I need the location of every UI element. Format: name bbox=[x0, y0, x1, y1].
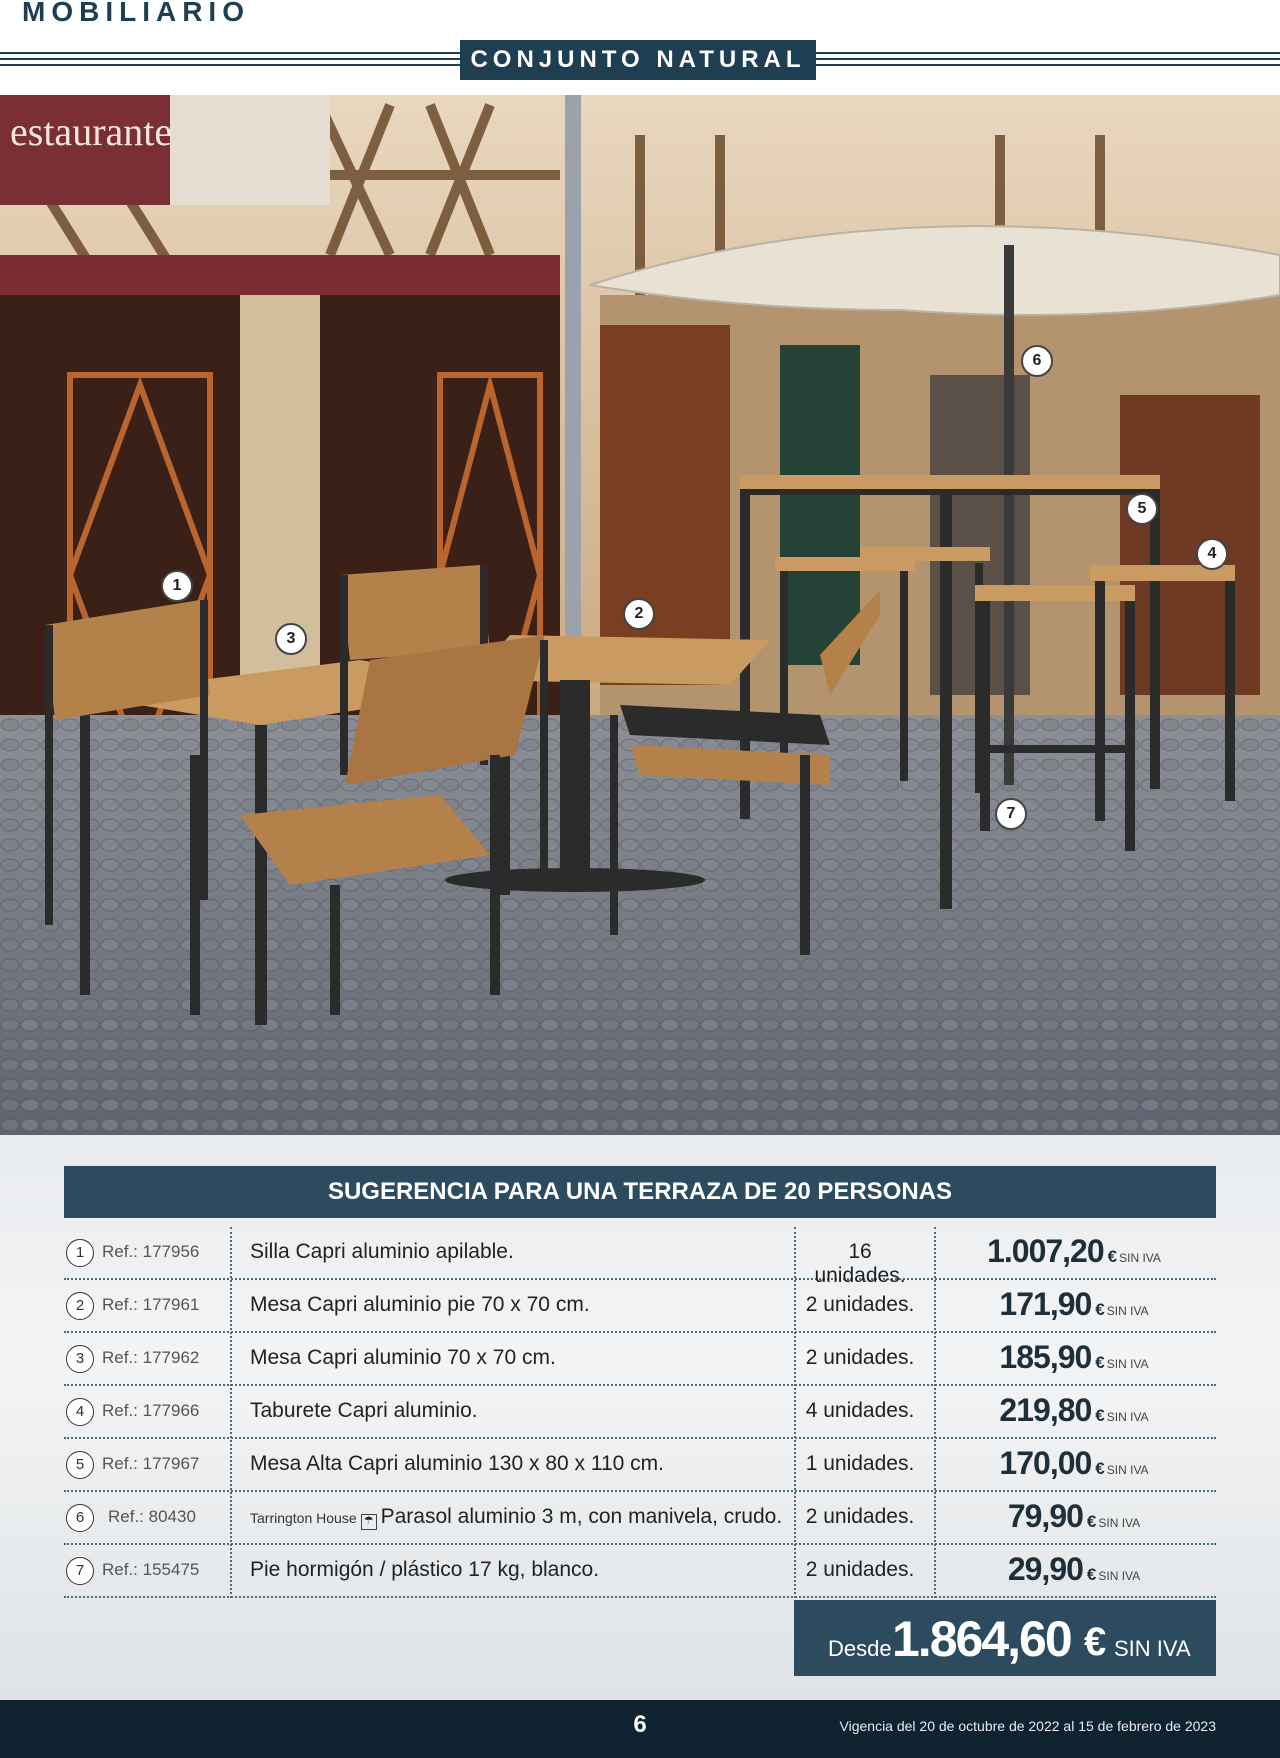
price-amount: 1.007,20 bbox=[987, 1233, 1104, 1269]
item-price bbox=[934, 1339, 1214, 1376]
total-tax-label: SIN IVA bbox=[1114, 1636, 1191, 1661]
price-amount: 185,90 bbox=[999, 1339, 1092, 1375]
price-tax: SIN IVA bbox=[1098, 1569, 1141, 1583]
total-price-box bbox=[794, 1600, 1216, 1676]
item-description bbox=[250, 1240, 514, 1264]
item-desc-text: Mesa Capri aluminio pie 70 x 70 cm. bbox=[250, 1293, 590, 1316]
total-from-label: Desde bbox=[828, 1636, 892, 1661]
item-units: 2 unidades. bbox=[805, 1558, 915, 1581]
price-amount: 170,00 bbox=[999, 1445, 1092, 1481]
price-currency: € bbox=[1095, 1459, 1105, 1478]
validity-text: Vigencia del 20 de octubre de 2022 al 15 de febrero de 2023 bbox=[839, 1718, 1216, 1734]
callout-3: 3 bbox=[275, 623, 307, 655]
item-units: 2 unidades. bbox=[805, 1346, 915, 1369]
product-photo bbox=[0, 95, 1280, 1135]
item-description bbox=[250, 1505, 782, 1530]
item-price bbox=[934, 1445, 1214, 1482]
table-row bbox=[64, 1280, 1216, 1333]
page-header bbox=[0, 0, 1280, 95]
price-amount: 29,90 bbox=[1007, 1551, 1083, 1587]
item-description bbox=[250, 1558, 599, 1582]
price-currency: € bbox=[1095, 1300, 1105, 1319]
sign-panel bbox=[170, 95, 330, 205]
drainpipe bbox=[565, 95, 581, 715]
price-currency: € bbox=[1086, 1565, 1097, 1584]
price-tax: SIN IVA bbox=[1106, 1304, 1149, 1318]
item-units: 2 unidades. bbox=[805, 1505, 915, 1528]
item-price bbox=[934, 1551, 1214, 1588]
price-currency: € bbox=[1086, 1512, 1097, 1531]
item-units: 4 unidades. bbox=[805, 1399, 915, 1422]
item-ref: Ref.: 155475 bbox=[102, 1560, 200, 1579]
item-price bbox=[934, 1392, 1214, 1429]
page-title: CONJUNTO NATURAL bbox=[460, 40, 816, 80]
table-heading: SUGERENCIA PARA UNA TERRAZA DE 20 PERSONAS bbox=[64, 1166, 1216, 1218]
item-price bbox=[934, 1498, 1214, 1535]
item-desc-text: Silla Capri aluminio apilable. bbox=[250, 1240, 514, 1263]
price-amount: 219,80 bbox=[999, 1392, 1092, 1428]
callout-4: 4 bbox=[1196, 538, 1228, 570]
price-tax: SIN IVA bbox=[1098, 1516, 1141, 1530]
item-desc-text: Parasol aluminio 3 m, con manivela, crudo. bbox=[380, 1505, 783, 1528]
item-desc-text: Pie hormigón / plástico 17 kg, blanco. bbox=[250, 1558, 600, 1581]
item-ref: Ref.: 177956 bbox=[102, 1242, 200, 1261]
shop-window bbox=[600, 325, 730, 685]
item-desc-text: Mesa Alta Capri aluminio 130 x 80 x 110 cm. bbox=[250, 1452, 664, 1475]
callout-5: 5 bbox=[1126, 493, 1158, 525]
item-number: 4 bbox=[66, 1398, 94, 1426]
item-ref: Ref.: 177967 bbox=[102, 1454, 200, 1473]
green-door bbox=[780, 345, 860, 665]
callout-6: 6 bbox=[1021, 345, 1053, 377]
table-row bbox=[64, 1227, 1216, 1287]
callout-2: 2 bbox=[623, 598, 655, 630]
total-currency: € bbox=[1084, 1620, 1107, 1664]
column-divider bbox=[230, 1227, 232, 1598]
storefront-awning bbox=[0, 255, 560, 295]
section-label: MOBILIARIO bbox=[22, 0, 250, 27]
table-row bbox=[64, 1492, 1216, 1545]
item-units: 2 unidades. bbox=[805, 1293, 915, 1316]
table-row bbox=[64, 1439, 1216, 1492]
item-number: 5 bbox=[66, 1451, 94, 1479]
item-ref: Ref.: 177962 bbox=[102, 1348, 200, 1367]
item-units: 16 unidades. bbox=[814, 1240, 906, 1287]
callout-1: 1 bbox=[161, 570, 193, 602]
price-currency: € bbox=[1095, 1406, 1105, 1425]
price-tax: SIN IVA bbox=[1106, 1410, 1149, 1424]
page-footer bbox=[0, 1700, 1280, 1758]
callout-7: 7 bbox=[995, 798, 1027, 830]
price-tax: SIN IVA bbox=[1119, 1251, 1161, 1265]
item-description bbox=[250, 1346, 556, 1370]
total-amount: 1.864,60 bbox=[892, 1611, 1071, 1667]
price-amount: 171,90 bbox=[999, 1286, 1092, 1322]
price-currency: € bbox=[1107, 1247, 1118, 1266]
column-divider bbox=[934, 1227, 936, 1598]
price-tax: SIN IVA bbox=[1106, 1463, 1149, 1477]
table-row bbox=[64, 1545, 1216, 1598]
item-number: 1 bbox=[66, 1239, 94, 1267]
item-ref: Ref.: 177961 bbox=[102, 1295, 200, 1314]
item-brand: Tarrington House bbox=[250, 1510, 357, 1526]
item-ref: Ref.: 177966 bbox=[102, 1401, 200, 1420]
item-number: 6 bbox=[66, 1504, 94, 1532]
item-price bbox=[934, 1233, 1214, 1270]
item-desc-text: Mesa Capri aluminio 70 x 70 cm. bbox=[250, 1346, 556, 1369]
item-number: 3 bbox=[66, 1345, 94, 1373]
item-ref: Ref.: 80430 bbox=[108, 1507, 196, 1526]
item-description bbox=[250, 1293, 590, 1317]
item-description bbox=[250, 1452, 664, 1476]
item-units: 1 unidades. bbox=[805, 1452, 915, 1475]
price-amount: 79,90 bbox=[1007, 1498, 1083, 1534]
item-number: 7 bbox=[66, 1557, 94, 1585]
item-number: 2 bbox=[66, 1292, 94, 1320]
shop-window bbox=[1120, 395, 1260, 695]
table-row bbox=[64, 1386, 1216, 1439]
item-price bbox=[934, 1286, 1214, 1323]
sign-text: estaurante bbox=[10, 109, 173, 154]
page-number: 6 bbox=[633, 1711, 647, 1738]
column-divider bbox=[794, 1227, 796, 1598]
price-currency: € bbox=[1095, 1353, 1105, 1372]
sunshade-icon: ☂ bbox=[361, 1514, 377, 1530]
table-row bbox=[64, 1333, 1216, 1386]
price-tax: SIN IVA bbox=[1106, 1357, 1149, 1371]
item-desc-text: Taburete Capri aluminio. bbox=[250, 1399, 478, 1422]
item-description bbox=[250, 1399, 478, 1423]
